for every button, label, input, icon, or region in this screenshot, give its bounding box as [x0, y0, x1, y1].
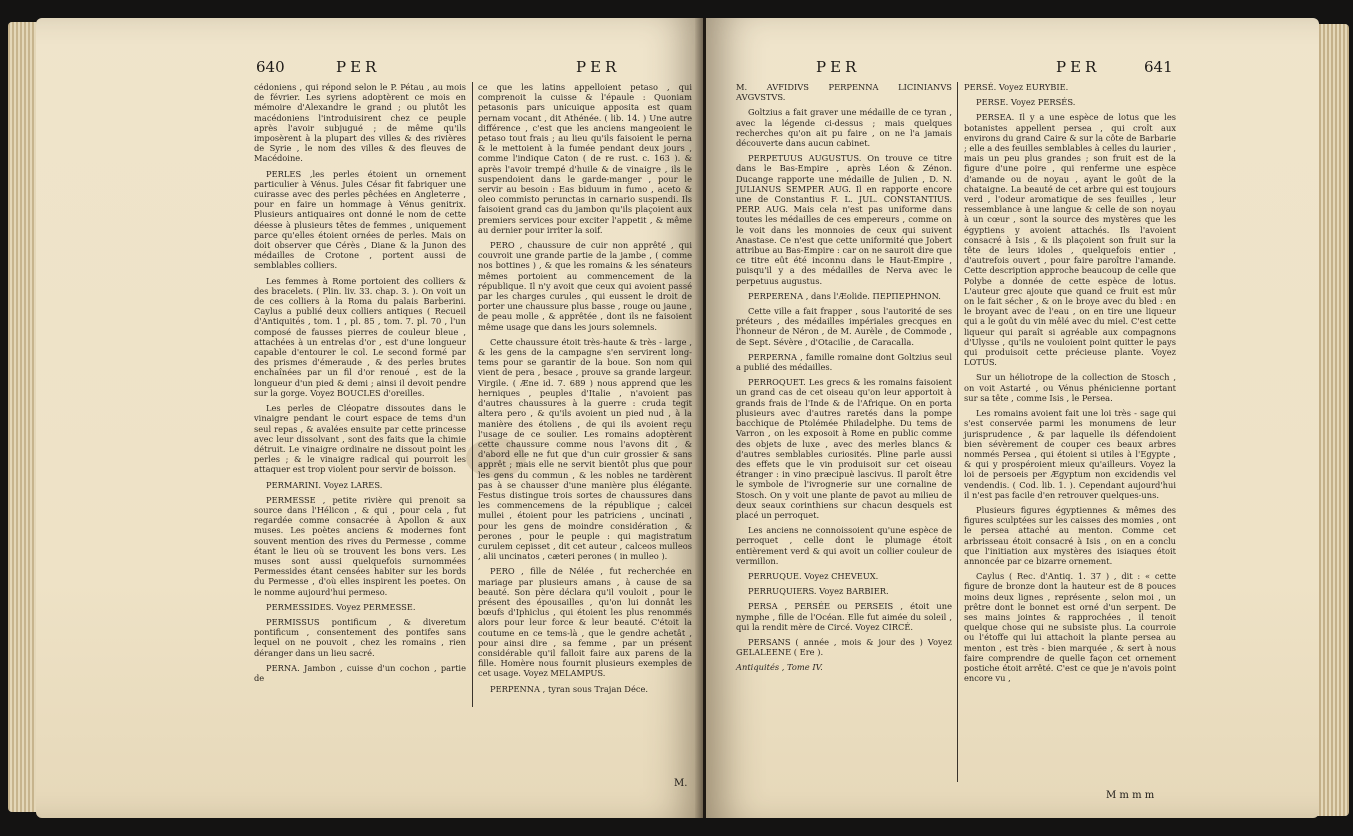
left-page-number: 640	[256, 58, 285, 76]
paragraph: Plusieurs figures égyptiennes & mêmes des figures sculptées sur les caisses des momies , ont le persea attaché au menton. Comme cet arbrisseau étoit consacré à Isis , on en a conclu que l'initiation aux mystères des isiaques étoit annoncée par ce bizarre ornement.	[964, 504, 1176, 566]
left-running-head-2: PER	[576, 58, 621, 76]
paragraph: PERO , chaussure de cuir non apprêté , qui couvroit une grande partie de la jambe , ( comme nos bottines ) , & que les romains & les sénateurs mêmes portoient au commencement de la république. Il n'y avoit que ceux qui avoient passé par les charges curules , qui eussent le droit de porter une chaussure plus basse , rouge ou jaune , de peau molle , & apprêtée , dont ils ne faisoient même usage que dans les jours solemnels.	[478, 240, 692, 332]
paragraph: PERMESSE , petite rivière qui prenoit sa source dans l'Hélicon , & qui , pour cela , fut regardée comme consacrée à Apollon & aux muses. Les poètes anciens & modernes font souvent mention des rives du Permesse , comme étant le lieu où se trouvent les bons vers. Les muses sont aussi quelquefois surnommées Permessides étant censées habiter sur les bords du Permesse , d'où elles inspirent les poetes. On le nomme aujourd'hui permeso.	[254, 494, 466, 597]
right-running-head-1: PER	[816, 58, 861, 76]
column-rule	[472, 82, 473, 707]
paragraph: ce que les latins appelloient petaso , qui comprenoit la cuisse & l'épaule : Quoniam petasonis pars unicuique apposita est quam pernam vocant , dit Athénée. ( lib. 14. ) Une autre différence , c'est que les anciens mangeoient le petaso tout frais ; au lieu qu'ils faisoient le perna & le mettoient à la fumée pendant deux jours , comme l'indique Caton ( de re rust. c. 163 ). & après l'avoir trempé d'huile & de vinaigre , ils le suspendoient dans le garde-manger , pour le servir au besoin : Eas biduum in fumo , aceto & oleo commisto perunctas in carnario suspendi. Ils faisoient grand cas du jambon qu'ils plaçoient aux premiers services pour exciter l'appetit , & même au dernier pour irriter la soif.	[478, 82, 692, 235]
right-column-2	[964, 82, 1176, 688]
paragraph: PERPERNA , famille romaine dont Goltzius seul a publié des médailles.	[736, 351, 952, 373]
right-page	[706, 18, 1319, 818]
paragraph: Les romains avoient fait une loi très - sage qui s'est conservée parmi les monumens de leur jurisprudence , & par laquelle ils défendoient bien sévèrement de couper ces beaux arbres nommés Persea , qui étoient si utiles à l'Egypte , & qui y prospéroient mieux qu'ailleurs. Voyez la loi de persoeis per Ægyptum non excidendis vel vendendis. ( Cod. lib. 1. ). Cependant aujourd'hui il n'est pas facile d'en retrouver quelques-uns.	[964, 408, 1176, 500]
paragraph: PERMESSIDES. Voyez PERMESSE.	[266, 601, 416, 612]
paragraph: PERO , fille de Nélée , fut recherchée en mariage par plusieurs amans , à cause de sa beauté. Son père déclara qu'il vouloit , pour le présent des épousailles , qu'on lui donnât les bœufs d'Iphiclus , qui étoient les plus renommés alors pour leur force & leur beauté. C'étoit la coutume en ce tems-là , que le gendre achetât , pour ainsi dire , sa femme , par un présent considérable qu'il falloit faire aux parens de la fille. Homère nous fournit plusieurs exemples de cet usage. Voyez MELAMPUS.	[478, 566, 692, 679]
paragraph: PERRUQUE. Voyez CHEVEUX.	[748, 570, 879, 581]
paragraph: PERSA , PERSÉE ou PERSEIS , étoit une nymphe , fille de l'Océan. Elle fut aimée du soleil , qui la rendit mère de Circé. Voyez CIRCÉ.	[736, 601, 952, 632]
paragraph: cédoniens , qui répond selon le P. Pétau , au mois de février. Les syriens adoptèrent ce mois en mémoire d'Alexandre le grand ; ou plutôt les macédoniens l'introduisirent chez ce peuple après l'avoir subjugué ; de même qu'ils imposèrent à la plupart des villes & des rivières de Syrie , le nom des villes & des fleuves de Macédoine.	[254, 82, 466, 164]
signature-mark: M m m m	[1106, 790, 1155, 801]
paragraph: PERMISSUS pontificum , & diveretum pontificum , consentement des pontifes sans lequel on ne pouvoit , chez les romains , rien déranger dans un lieu sacré.	[254, 616, 466, 658]
paragraph: PERPENNA , tyran sous Trajan Déce.	[490, 683, 649, 694]
right-column-1	[736, 82, 952, 678]
paragraph: PERPETUUS AUGUSTUS. On trouve ce titre dans le Bas-Empire , après Léon & Zénon. Ducange rapporte une médaille de Julien , D. N. JULIANUS SEMPER AUG. Il en rapporte encore une de Constantius F. L. JUL. CONSTANTIUS. PERP. AUG. Mais cela n'est pas uniforme dans toutes les médailles de ces empereurs , comme on le voit dans les monnoies de ceux qui suivent Anastase. Ce n'est que cette uniformité que Jobert attribue au Bas-Empire : car on ne sauroit dire que ce titre eût été inconnu dans le Haut-Empire , puisqu'il y a des médailles de Nerva avec le perpetuus augustus.	[736, 153, 952, 286]
paragraph: PERRUQUIERS. Voyez BARBIER.	[748, 586, 889, 597]
left-column-1	[254, 82, 466, 688]
paragraph: Les perles de Cléopatre dissoutes dans le vinaigre pendant le court espace de tems d'un seul repas , & avalées ensuite par cette princesse avec leur dissolvant , sont des faits que la chimie détruit. Le vinaigre ordinaire ne dissout point les perles ; & le vinaigre radical qui pourroit les attaquer est trop violent pour servir de boisson.	[254, 403, 466, 475]
paragraph: PERLES ,les perles étoient un ornement particulier à Vénus. Jules César fit fabriquer une cuirasse avec des perles pêchées en Angleterre , pour en faire un hommage à Vénus genitrix. Plusieurs antiquaires ont donné le nom de cette déesse à plusieurs têtes de femmes , uniquement parce qu'elles étoient ornées de perles. Mais on doit observer que Cérès , Diane & la Junon des médailles de Crotone , portent aussi de semblables colliers.	[254, 168, 466, 271]
left-running-head-1: PER	[336, 58, 381, 76]
paragraph: PERSE. Voyez PERSÉS.	[976, 97, 1076, 108]
paragraph: PERROQUET. Les grecs & les romains faisoient un grand cas de cet oiseau qu'on leur apportoit à grands frais de l'Inde & de l'Afrique. On en porta plusieurs avec d'autres raretés dans la pompe bacchique de Ptolémée Philadelphe. Du tems de Varron , on les exposoit à Rome en public comme des objets de luxe , avec des merles blancs & d'autres semblables curiosités. Pline parle aussi des effets que le vin produisoit sur cet oiseau étranger : in vino præcipuè lascivus. Il paroît être le symbole de l'ivrognerie sur une cornaline de Stosch. On y voit une plante de pavot au milieu de deux seaux corinthiens sur chacun desquels est placé un perroquet.	[736, 377, 952, 520]
left-page	[36, 18, 703, 818]
column-rule	[957, 82, 958, 782]
paragraph: PERSANS ( année , mois & jour des ) Voyez GELALEENE ( Ere ).	[736, 636, 952, 658]
paragraph: Sur un héliotrope de la collection de Stosch , on voit Astarté , ou Vénus phénicienne portant sur sa tête , comme Isis , le Persea.	[964, 372, 1176, 403]
paragraph: Les anciens ne connoissoient qu'une espèce de perroquet , celle dont le plumage étoit entièrement verd & qui avoit un collier couleur de vermillon.	[736, 525, 952, 566]
paragraph: Cette ville a fait frapper , sous l'autorité de ses préteurs , des médailles impériales grecques en l'honneur de Néron , de M. Aurèle , de Commode , de Sept. Sévère , d'Otacilie , de Caracalla.	[736, 306, 952, 347]
paragraph: Caylus ( Rec. d'Antiq. 1. 37 ) , dit : « cette figure de bronze dont la hauteur est de 8 pouces moins deux lignes , représente , selon moi , un prêtre dont le bonnet est orné d'un serpent. De ses mains jointes & rapprochées , il tenoit quelque chose qui ne subsiste plus. La courroie ou l'étoffe qui lui attachoit la plante persea au menton , est très - bien marquée , & sert à nous faire comprendre de quelle façon cet ornement postiche étoit arrêté. C'est ce que je n'avois point encore vu ,	[964, 571, 1176, 684]
right-running-head-2: PER	[1056, 58, 1101, 76]
paragraph: PERPERENA , dans l'Æolide. ПЕРПЕРНNON.	[748, 290, 941, 301]
catchword: M.	[674, 778, 688, 789]
paragraph: PERNA. Jambon , cuisse d'un cochon , partie de	[254, 662, 466, 683]
paragraph: Goltzius a fait graver une médaille de ce tyran , avec la légende ci-dessus ; mais quelques recherches qu'on ait pu faire , on ne l'a jamais découverte dans aucun cabinet.	[736, 107, 952, 149]
right-page-edges	[1317, 24, 1349, 816]
paragraph: PERSEA. Il y a une espèce de lotus que les botanistes appellent persea , qui croît aux environs du grand Caire & sur la côte de Barbarie ; elle a des feuilles semblables à celles du laurier , mais un peu plus grandes ; son fruit est de la figure d'une poire , qui renferme une espèce d'amande ou de noyau , ayant le goût de la chataigne. La beauté de cet arbre qui est toujours verd , l'odeur aromatique de ses feuilles , leur ressemblance à une langue & celle de son noyau à un cœur , sont la source des mystères que les égyptiens y avoient attachés. Ils l'avoient consacré à Isis , & ils plaçoient son fruit sur la tête de leurs idoles , quelquefois entier , d'autrefois ouvert , pour faire paroître l'amande. Cette description approche beaucoup de celle que Polybe a donnée de cette espèce de lotus. L'auteur grec ajoute que quand ce fruit est mûr on le fait sécher , & on le broye avec du bled : en le broyant avec de l'eau , on en tire une liqueur qui a le goût du vin mêlé avec du miel. C'est cette liqueur qui paraît si agréable aux compagnons d'Ulysse , qu'ils ne vouloient point quitter le pays qui produisoit cette précieuse plante. Voyez LOTUS.	[964, 112, 1176, 368]
left-column-2	[478, 82, 692, 699]
paragraph: Cette chaussure étoit très-haute & très - large , & les gens de la campagne s'en servirent long-tems pour se garantir de la boue. Son nom qui vient de pera , besace , prouve sa grande largeur. Virgile. ( Æne id. 7. 689 ) nous apprend que les herniques , peuples d'Italie , n'avoient pas d'autres chaussures à la guerre : cruda tegit altera pero , & qu'ils avoient un pied nud , à la manière des étoliens , de qui ils avoient reçu l'usage de ce soulier. Les romains adoptèrent cette chaussure comme nous l'avons dit , & d'abord elle ne fut que d'un cuir grossier & sans apprêt ; mais elle ne servit bientôt plus que pour les gens du commun , & les nobles ne tardèrent pas à se chausser d'une manière plus élégante. Festus distingue trois sortes de chaussures dans les commencemens de la république ; calcei mullei , étoient pour les patriciens , uncinati , pour les gens de moindre considération , & perones , pour le peuple : qui magistratum curulem cepisset , dit cet auteur , calceos mulleos , alii uncinatos , cæteri perones ( in mulleo ).	[478, 336, 692, 562]
paragraph: PERSÉ. Voyez EURYBIE.	[964, 82, 1069, 92]
paragraph: M. AVFIDIVS PERPENNA LICINIANVS AVGVSTVS.	[736, 82, 952, 103]
right-page-number: 641	[1144, 58, 1173, 76]
paragraph: Les femmes à Rome portoient des colliers & des bracelets. ( Plin. liv. 33. chap. 3. ). On voit un de ces colliers à la Roma du palais Barberini. Caylus a publié deux colliers antiques ( Recueil d'Antiquités , tom. 1 , pl. 85 , tom. 7. pl. 70 , l'un composé de fausses pierres de couleur bleue , attachées à un entrelas d'or , est d'une longueur capable d'entourer le col. Le second formé par des prismes d'émeraude , & des perles brutes enchaînées par un fil d'or renoué , est de la longueur d'un pied & demi ; ainsi il devoit pendre sur la gorge. Voyez BOUCLES d'oreilles.	[254, 275, 466, 398]
footer-volume: Antiquités , Tome IV.	[736, 662, 823, 673]
paragraph: PERMARINI. Voyez LARES.	[266, 479, 383, 490]
